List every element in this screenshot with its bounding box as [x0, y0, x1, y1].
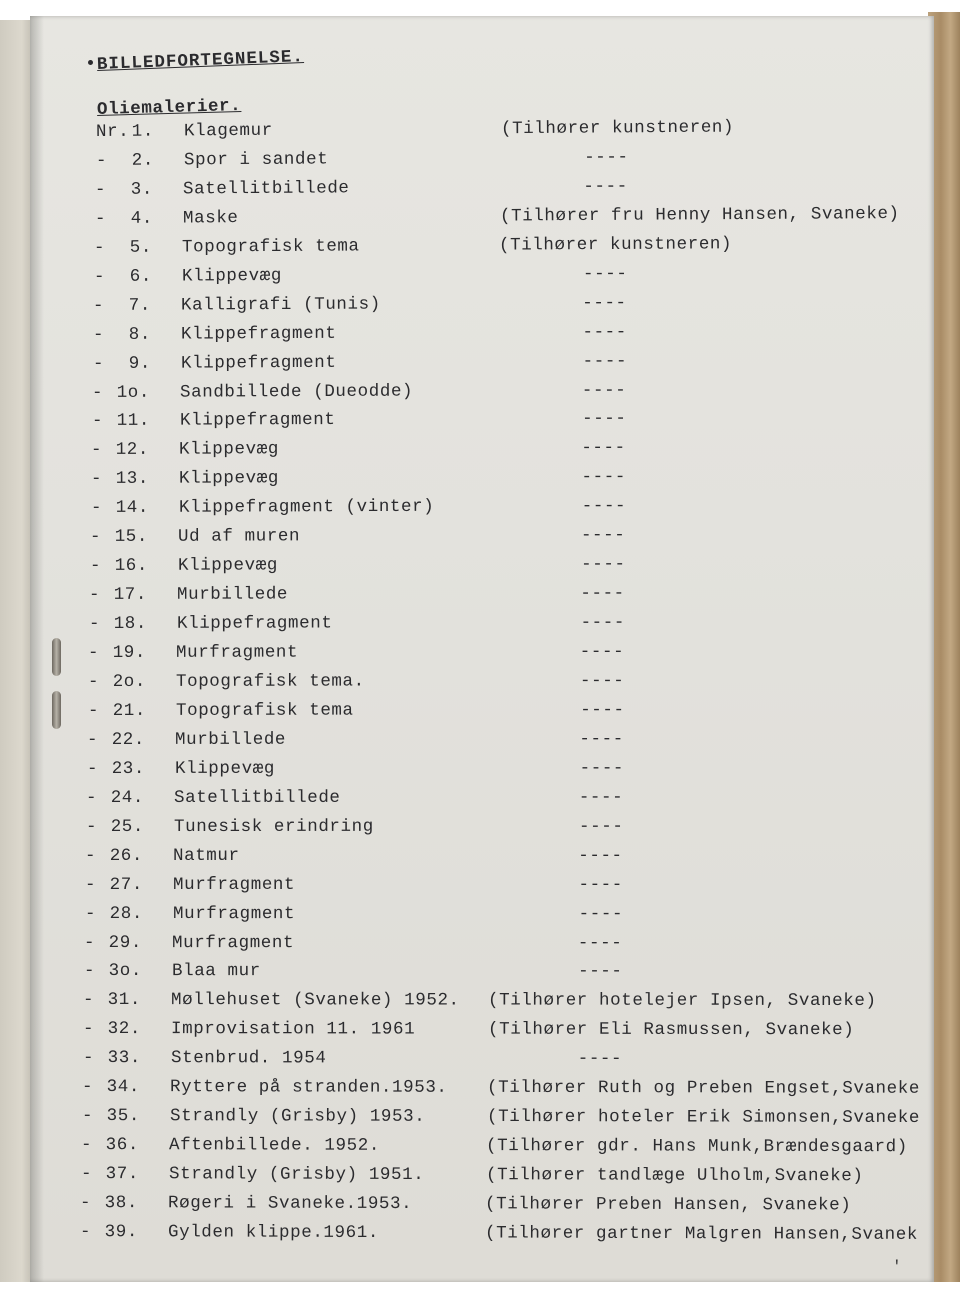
list-item [87, 729, 932, 754]
ownership-note: ---- [578, 903, 623, 924]
entry-prefix: - [89, 556, 101, 577]
entry-number: 27. [109, 874, 144, 895]
painting-title: Murbillede [175, 729, 287, 750]
entry-prefix: - [90, 527, 102, 548]
list-item [81, 1164, 932, 1191]
entry-number: 13. [115, 469, 149, 490]
list-item [84, 961, 932, 986]
list-item [94, 262, 932, 291]
entry-number: 23. [111, 758, 145, 779]
entry-prefix: - [85, 816, 98, 837]
entry-number: 6. [129, 266, 152, 287]
list-item [82, 1077, 932, 1103]
ownership-note: ---- [580, 554, 626, 575]
entry-prefix: - [87, 671, 100, 692]
entry-number: 15. [114, 527, 149, 548]
list-item [86, 787, 932, 812]
list-item [96, 116, 932, 146]
entry-prefix: - [81, 1135, 93, 1156]
list-item [88, 700, 932, 725]
painting-title: Strandly (Grisby) 1953. [169, 1106, 426, 1128]
entry-number: 18. [113, 613, 147, 635]
ownership-note: (Tilhører gdr. Hans Munk,Brændesgaard) [486, 1136, 909, 1158]
painting-title: Klippefragment [180, 323, 337, 345]
ownership-note: ---- [581, 496, 626, 517]
ownership-note: ---- [577, 1049, 622, 1070]
ownership-note: ---- [580, 612, 625, 633]
ownership-note: ---- [583, 176, 629, 197]
ownership-note: ---- [581, 438, 627, 459]
entry-number: 25. [110, 816, 144, 837]
ownership-note: (Tilhører hotelejer Ipsen, Svaneke) [488, 990, 877, 1012]
ownership-note: (Tilhører gartner Malgren Hansen,Svanek [484, 1223, 919, 1245]
painting-title: Topografisk tema. [175, 671, 365, 692]
list-item [82, 1106, 932, 1132]
painting-title: Satellitbillede [174, 787, 341, 808]
painting-title: Møllehuset (Svaneke) 1952. [171, 990, 461, 1011]
ownership-note: (Tilhører Preben Hansen, Svaneke) [485, 1194, 852, 1216]
painting-title: Murfragment [173, 874, 296, 895]
painting-title: Klagemur [183, 120, 273, 142]
entry-prefix: - [87, 729, 99, 750]
ownership-note: ---- [579, 700, 625, 721]
entry-prefix: - [91, 411, 103, 432]
painting-title: Klippefragment [179, 410, 336, 432]
painting-title: Maske [182, 207, 239, 229]
ownership-note: (Tilhører tandlæge Ulholm,Svaneke) [485, 1165, 864, 1187]
ownership-note: ---- [579, 758, 624, 779]
ownership-note: ---- [582, 263, 628, 284]
entry-prefix: - [92, 353, 104, 374]
list-item [87, 758, 932, 783]
entry-prefix: - [95, 179, 107, 200]
list-item [95, 175, 932, 204]
entry-number: 26. [110, 845, 144, 866]
entry-number: 14. [115, 498, 149, 519]
list-item [86, 816, 932, 840]
list-item [88, 671, 932, 696]
list-item [92, 379, 932, 407]
ownership-note: ---- [578, 816, 624, 837]
painting-title: Klippevæg [178, 468, 279, 490]
painting-title: Klippefragment (vinter) [178, 497, 434, 519]
ownership-note: (Tilhører kunstneren) [499, 234, 733, 256]
list-item [90, 554, 932, 580]
entry-number: 2o. [112, 671, 147, 692]
entry-number: 5. [130, 237, 153, 258]
painting-title: Murfragment [172, 903, 295, 924]
ownership-note: ---- [579, 787, 624, 808]
entry-number: 12. [115, 440, 150, 461]
entry-number: 11. [116, 411, 150, 432]
list-item [95, 204, 932, 233]
ownership-note: (Tilhører Eli Rasmussen, Svaneke) [487, 1019, 855, 1041]
painting-title: Klippevæg [181, 265, 282, 287]
ownership-note: ---- [579, 671, 625, 692]
entry-prefix: Nr. [95, 121, 130, 142]
list-item [92, 408, 932, 436]
entry-prefix: - [91, 440, 103, 461]
entry-prefix: - [87, 700, 99, 721]
entry-prefix: - [86, 787, 98, 808]
entry-number: 29. [108, 932, 143, 953]
entry-prefix: - [92, 382, 104, 403]
list-item [89, 612, 932, 638]
ownership-note: ---- [580, 525, 626, 546]
entry-prefix: - [84, 932, 96, 953]
entry-prefix: - [90, 498, 102, 519]
ownership-note: (Tilhører fru Henny Hansen, Svaneke) [499, 203, 900, 227]
painting-title: Blaa mur [171, 961, 261, 982]
entry-number: 8. [128, 324, 152, 345]
painting-title: Klippefragment [180, 352, 337, 374]
painting-title: Stenbrud. 1954 [170, 1048, 326, 1069]
painting-title: Satellitbillede [183, 178, 350, 200]
entry-prefix: - [85, 845, 97, 866]
list-item [93, 350, 932, 378]
entry-prefix: - [84, 903, 96, 924]
painting-title: Klippevæg [174, 758, 275, 779]
entry-number: 24. [110, 787, 145, 808]
entry-prefix: - [80, 1193, 92, 1214]
list-item [90, 495, 932, 522]
ownership-note: ---- [578, 874, 623, 895]
list-item [81, 1135, 932, 1161]
entry-prefix: - [93, 295, 105, 316]
list-item [95, 145, 932, 175]
ownership-note: ---- [582, 321, 627, 343]
entry-prefix: - [92, 324, 105, 345]
list-item [80, 1193, 932, 1220]
entry-prefix: - [82, 1048, 94, 1069]
painting-title: Natmur [173, 845, 241, 866]
pen-mark: ' [892, 1258, 902, 1276]
entry-prefix: - [95, 150, 107, 171]
entry-number: 4. [130, 208, 153, 229]
entry-prefix: - [90, 469, 103, 490]
entry-prefix: - [88, 614, 100, 635]
ownership-note: ---- [580, 583, 626, 604]
list-item [85, 904, 932, 928]
entry-prefix: - [83, 990, 95, 1011]
list-item [88, 641, 932, 667]
ownership-note: (Tilhører kunstneren) [500, 117, 735, 140]
entry-number: 16. [114, 556, 148, 577]
entry-number: 33. [107, 1048, 141, 1069]
entry-prefix: - [79, 1222, 92, 1243]
entry-number: 28. [109, 903, 143, 924]
entry-prefix: - [94, 237, 106, 258]
list-item [85, 846, 932, 870]
ownership-note: ---- [578, 932, 623, 953]
list-item [91, 466, 932, 493]
list-item [85, 875, 932, 899]
painting-title: Klippefragment [176, 613, 333, 634]
ownership-note: ---- [578, 845, 624, 866]
entry-number: 31. [108, 990, 142, 1011]
entry-number: 3o. [108, 961, 142, 982]
ownership-note: ---- [582, 380, 627, 401]
ownership-note: (Tilhører Ruth og Preben Engset,Svaneke [487, 1078, 921, 1100]
painting-title: Sandbillede (Dueodde) [180, 381, 414, 403]
painting-title: Gylden klippe.1961. [167, 1222, 379, 1244]
entry-prefix: - [80, 1164, 92, 1185]
ownership-note: ---- [582, 351, 627, 372]
entry-number: 38. [105, 1193, 139, 1214]
entry-number: 7. [129, 295, 152, 316]
entry-number: 17. [113, 585, 148, 606]
painting-title: Tunesisk erindring [173, 816, 374, 837]
ownership-note: ---- [583, 147, 629, 168]
entry-number: 21. [112, 700, 146, 721]
entry-prefix: - [88, 643, 100, 664]
list-item [82, 1048, 932, 1074]
ownership-note: ---- [577, 961, 623, 983]
painting-title: Spor i sandet [183, 149, 328, 171]
entry-prefix: - [83, 961, 95, 982]
ownership-note: ---- [580, 641, 625, 663]
list-item [89, 583, 932, 609]
ownership-note: ---- [582, 292, 628, 314]
painting-title: Kalligrafi (Tunis) [181, 294, 382, 316]
entry-number: 19. [113, 642, 147, 663]
ownership-note: (Tilhører hoteler Erik Simonsen,Svaneke [486, 1107, 920, 1129]
entry-number: 37. [105, 1164, 139, 1185]
painting-title: Improvisation 11. 1961 [170, 1019, 416, 1040]
list-item [83, 1019, 932, 1044]
painting-title: Murbillede [177, 584, 289, 605]
entry-prefix: - [86, 758, 98, 779]
entry-prefix: - [81, 1106, 93, 1127]
entry-number: 22. [111, 729, 146, 750]
entry-number: 34. [106, 1077, 141, 1098]
painting-title: Strandly (Grisby) 1951. [168, 1164, 425, 1186]
list-item [91, 437, 932, 464]
painting-title: Ryttere på stranden.1953. [170, 1077, 448, 1099]
list-item [84, 933, 932, 958]
entry-prefix: - [82, 1077, 94, 1098]
ownership-note: ---- [581, 409, 627, 430]
list-item [93, 291, 932, 319]
painting-title: Murfragment [176, 642, 299, 663]
entry-number: 1. [131, 121, 155, 142]
list-item [80, 1222, 932, 1249]
entry-number: 32. [107, 1019, 141, 1040]
list-item [90, 525, 932, 552]
ownership-note: ---- [581, 467, 626, 488]
painting-title: Klippevæg [179, 439, 280, 461]
list-item [83, 990, 932, 1015]
entry-number: 1o. [116, 382, 151, 403]
painting-title: Røgeri i Svaneke.1953. [168, 1193, 413, 1215]
entry-prefix: - [82, 1019, 95, 1040]
painting-title: Topografisk tema [175, 700, 354, 721]
painting-title: Ud af muren [178, 526, 301, 547]
entry-number: 3. [130, 179, 154, 200]
entry-number: 36. [105, 1135, 140, 1156]
entry-prefix: - [89, 585, 101, 606]
list-item [93, 320, 932, 348]
entry-number: 39. [104, 1222, 139, 1243]
entry-prefix: - [85, 874, 97, 895]
entry-number: 35. [106, 1106, 140, 1127]
section-heading: Oliemalerier. [96, 95, 242, 120]
painting-title: Topografisk tema [182, 236, 360, 258]
entry-number: 2. [131, 150, 154, 171]
painting-title: Aftenbillede. 1952. [169, 1135, 381, 1156]
entry-number: 9. [128, 353, 151, 374]
entry-prefix: - [94, 208, 106, 229]
list-item [94, 233, 932, 262]
painting-title: Klippevæg [177, 555, 278, 576]
ownership-note: ---- [579, 729, 624, 750]
entry-prefix: - [93, 266, 106, 287]
painting-title: Murfragment [172, 932, 295, 953]
page-title: BILLEDFORTEGNELSE. [96, 47, 305, 75]
